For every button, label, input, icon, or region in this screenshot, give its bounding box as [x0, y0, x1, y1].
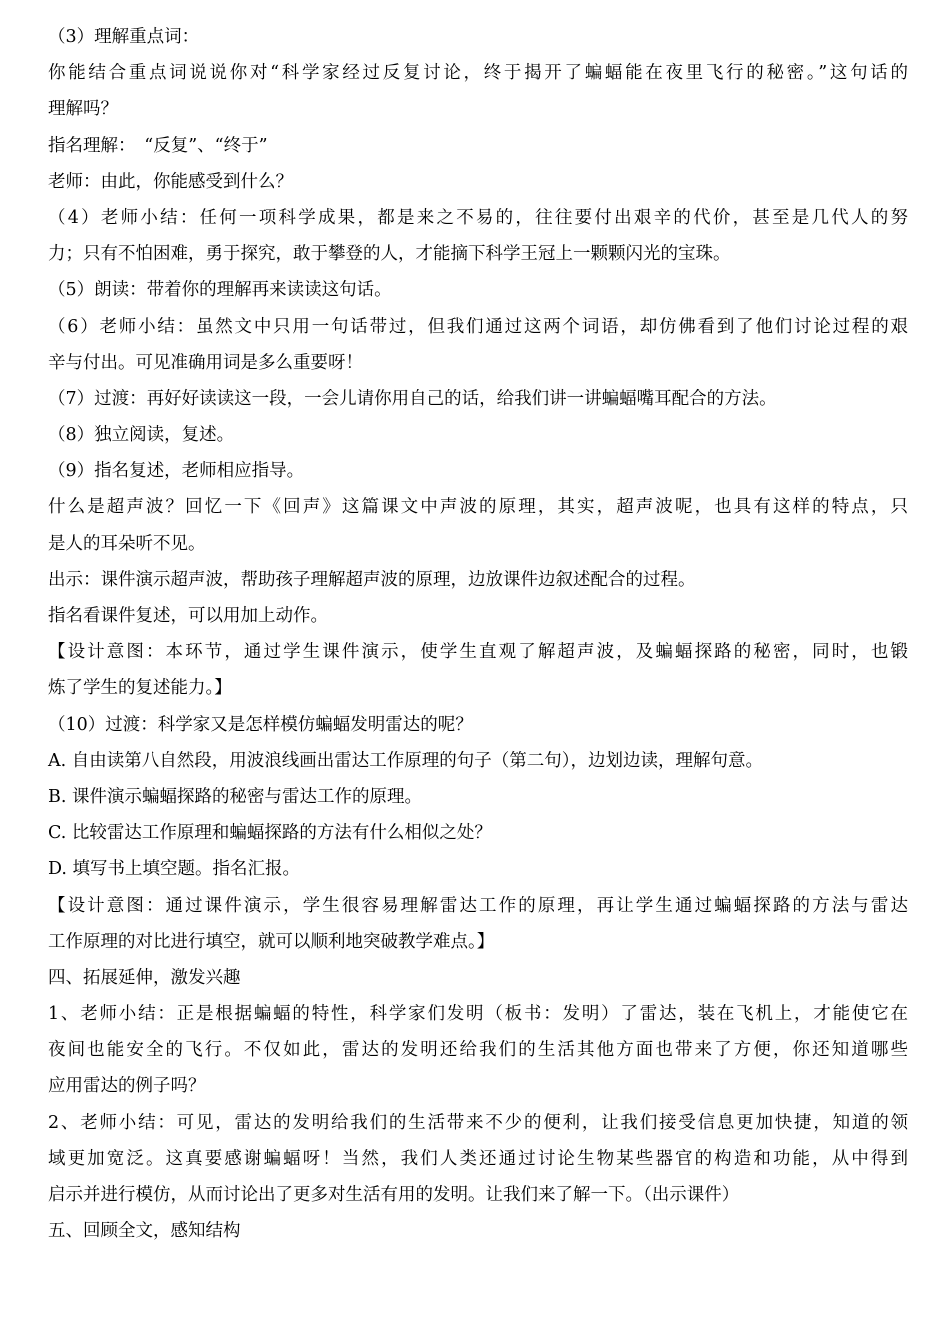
text-line: （7）过渡：再好好读读这一段，一会儿请你用自己的话，给我们讲一讲蝙蝠嘴耳配合的方法。 [48, 388, 777, 409]
text-line: 是人的耳朵听不见。 [48, 533, 206, 554]
text-line: 启示并进行模仿，从而讨论出了更多对生活有用的发明。让我们来了解一下。（出示课件） [48, 1185, 740, 1205]
text-line: D. 填写书上填空题。指名汇报。 [48, 859, 301, 880]
text-line: （4）老师小结：任何一项科学成果，都是来之不易的，往往要付出艰辛的代价，甚至是几代人的努 [48, 207, 908, 228]
text-line: （5）朗读：带着你的理解再来读读这句话。 [48, 280, 392, 301]
text-line: 五、回顾全文，感知结构 [48, 1221, 241, 1242]
text-line: C. 比较雷达工作原理和蝙蝠探路的方法有什么相似之处？ [48, 823, 492, 844]
text-line: 你能结合重点词说说你对“科学家经过反复讨论，终于揭开了蝙蝠能在夜里飞行的秘密。”这句话的 [48, 63, 908, 84]
text-line: 四、拓展延伸，激发兴趣 [48, 967, 241, 988]
text-line: 老师：由此，你能感受到什么？ [48, 171, 293, 192]
text-line: 夜间也能安全的飞行。不仅如此，雷达的发明还给我们的生活其他方面也带来了方便，你还知道哪些 [48, 1040, 908, 1061]
text-line: B. 课件演示蝙蝠探路的秘密与雷达工作的原理。 [48, 786, 422, 807]
document-body [48, 19, 908, 1249]
text-line: 2、老师小结：可见，雷达的发明给我们的生活带来不少的便利，让我们接受信息更加快捷，知道的领 [48, 1112, 908, 1133]
text-line: 出示：课件演示超声波，帮助孩子理解超声波的原理，边放课件边叙述配合的过程。 [48, 569, 696, 590]
text-line: 1、老师小结：正是根据蝙蝠的特性，科学家们发明（板书：发明）了雷达，装在飞机上，才能使它在 [48, 1004, 908, 1025]
text-line: 【设计意图：本环节，通过学生课件演示，使学生直观了解超声波，及蝙蝠探路的秘密，同时，也锻 [48, 642, 908, 663]
text-line: 应用雷达的例子吗？ [48, 1076, 206, 1097]
text-line: （9）指名复述，老师相应指导。 [48, 461, 305, 482]
text-line: 力；只有不怕困难，勇于探究，敢于攀登的人，才能摘下科学王冠上一颗颗闪光的宝珠。 [48, 244, 731, 265]
text-line: （6）老师小结：虽然文中只用一句话带过，但我们通过这两个词语，却仿佛看到了他们讨论过程的艰 [48, 316, 908, 337]
text-line: 工作原理的对比进行填空，就可以顺利地突破教学难点。】 [48, 931, 495, 952]
text-line: 域更加宽泛。这真要感谢蝙蝠呀！当然，我们人类还通过讨论生物某些器官的构造和功能，从中得到 [48, 1148, 908, 1169]
text-line: （10）过渡：科学家又是怎样模仿蝙蝠发明雷达的呢？ [48, 714, 473, 735]
text-line: （3）理解重点词： [48, 27, 200, 47]
text-line: 【设计意图：通过课件演示，学生很容易理解雷达工作的原理，再让学生通过蝙蝠探路的方法与雷达 [48, 895, 908, 916]
text-line: 指名理解： “反复”、“终于” [48, 135, 268, 156]
text-line: 炼了学生的复述能力。】 [48, 678, 232, 699]
text-line: A. 自由读第八自然段，用波浪线画出雷达工作原理的句子（第二句），边划边读，理解句意。 [48, 750, 764, 771]
text-line: 辛与付出。可见准确用词是多么重要呀！ [48, 352, 363, 373]
text-line: 指名看课件复述，可以用加上动作。 [48, 606, 328, 626]
text-line: 理解吗？ [48, 99, 118, 120]
text-line: （8）独立阅读，复述。 [48, 425, 235, 446]
text-line: 什么是超声波？回忆一下《回声》这篇课文中声波的原理，其实，超声波呢，也具有这样的特点，只 [48, 497, 908, 518]
